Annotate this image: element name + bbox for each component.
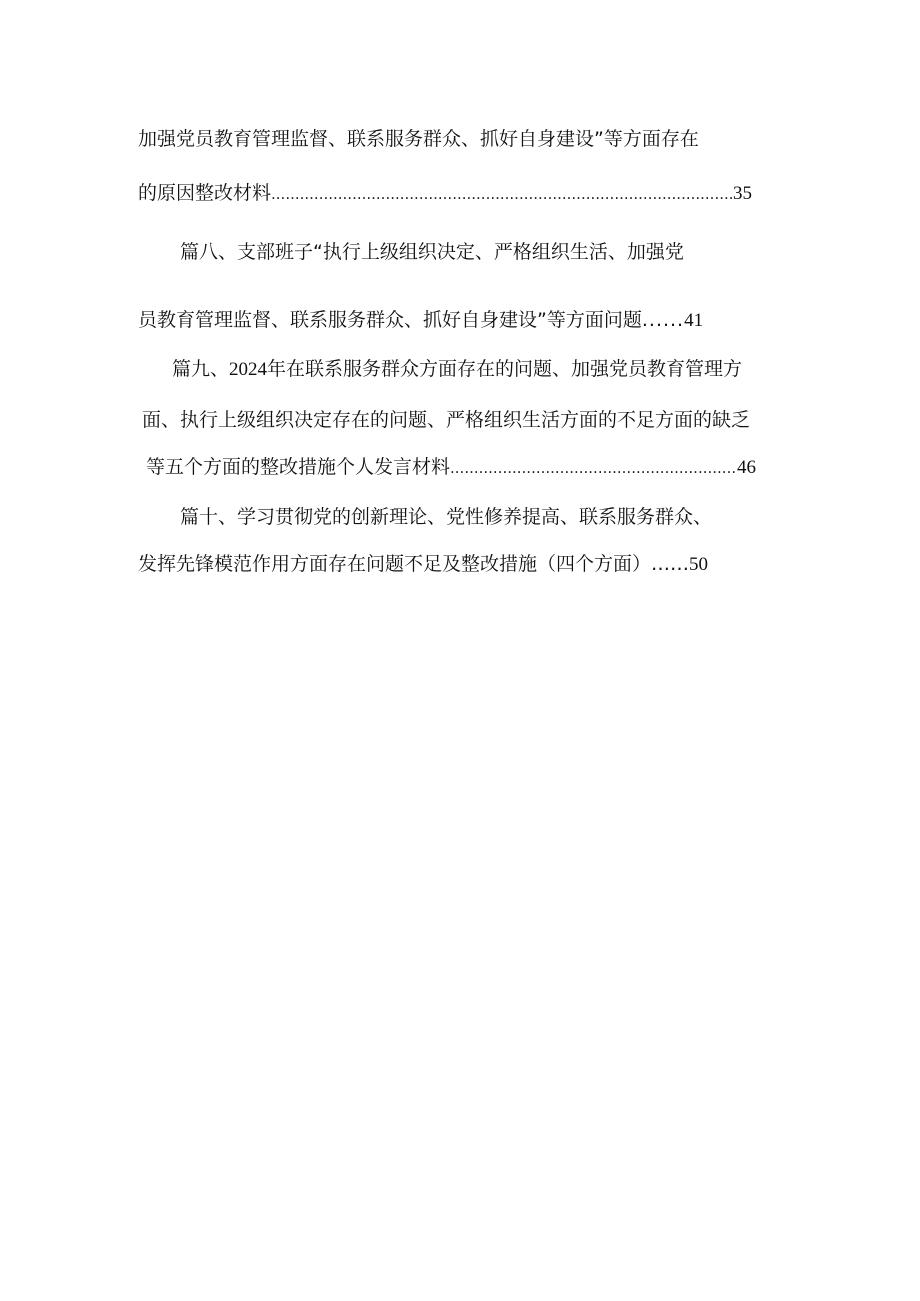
toc-entry-9-text-2: 面、执行上级组织决定存在的问题、严格组织生活方面的不足方面的缺乏 [142, 409, 751, 431]
toc-entry-7-line-1 [138, 124, 699, 154]
toc-leader-dots [271, 178, 733, 209]
toc-entry-7-text-1: 加强党员教育管理监督、联系服务群众、抓好自身建设”等方面存在 [138, 128, 699, 150]
toc-entry-9-line-3[interactable] [146, 452, 786, 482]
toc-entry-8-line-1[interactable] [180, 237, 684, 267]
toc-leader-dots: ...... [641, 309, 685, 331]
toc-leader-dots: …… [651, 553, 690, 575]
toc-entry-10-page: 50 [689, 554, 709, 575]
toc-entry-10-line-1[interactable] [180, 502, 712, 532]
toc-entry-9-line-1[interactable] [172, 354, 742, 384]
toc-entry-9-year: 2024 [229, 359, 268, 380]
toc-entry-8-title[interactable]: 篇八、支部班子“执行上级组织决定、严格组织生活、加强党 [180, 241, 684, 263]
toc-entry-10-text-2: 发挥先锋模范作用方面存在问题不足及整改措施（四个方面） [138, 553, 652, 575]
toc-entry-9-text-1: 年在联系服务群众方面存在的问题、加强党员教育管理方 [267, 358, 743, 380]
toc-leader-dots [450, 452, 737, 483]
toc-entry-10-line-2[interactable] [138, 549, 708, 579]
toc-entry-9-text-3: 等五个方面的整改措施个人发言材料 [146, 456, 451, 478]
toc-entry-8-line-2[interactable] [138, 305, 703, 335]
toc-entry-8-page: 41 [684, 310, 704, 331]
toc-entry-9-prefix: 篇九、 [172, 358, 230, 380]
toc-entry-7-page: 35 [733, 183, 753, 204]
toc-entry-7-line-2 [138, 178, 778, 208]
toc-entry-9-page: 46 [737, 457, 757, 478]
toc-entry-8-text-2: 员教育管理监督、联系服务群众、抓好自身建设”等方面问题 [138, 309, 642, 331]
toc-entry-10-title[interactable]: 篇十、学习贯彻党的创新理论、党性修养提高、联系服务群众、 [180, 506, 713, 528]
toc-entry-7-text-2: 的原因整改材料 [138, 182, 272, 204]
toc-entry-9-line-2[interactable] [142, 405, 750, 435]
